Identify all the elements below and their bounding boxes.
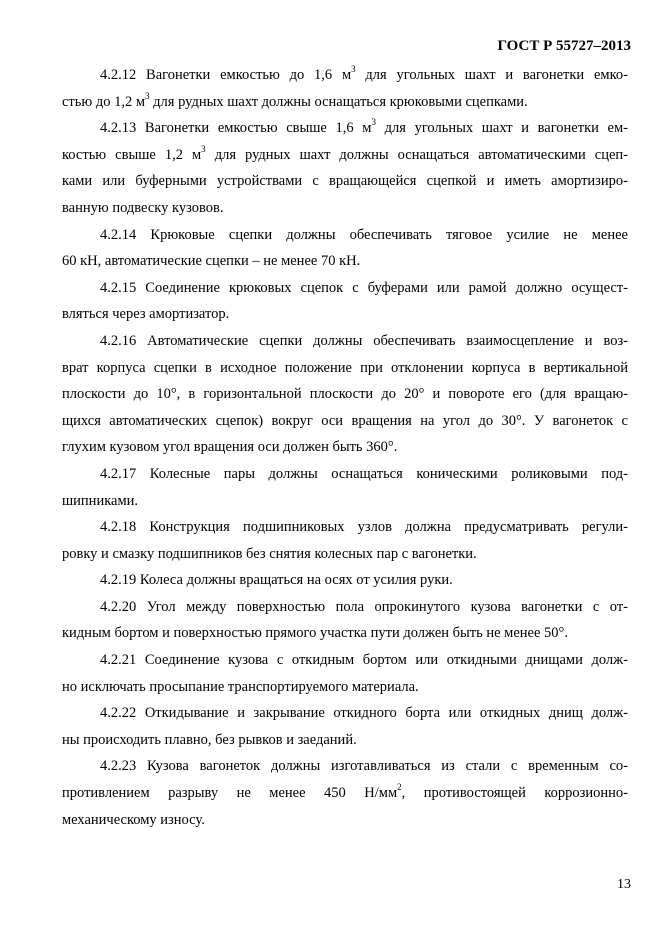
text-segment: плоскости до 10°, в горизонтальной плоскости до 20° и повороте его (для вращаю- — [62, 386, 628, 403]
text-segment: противлением разрыву не менее 450 Н/мм — [62, 785, 398, 802]
text-segment: 4.2.16 Автоматические сцепки должны обеспечивать взаимосцепление и воз- — [100, 332, 628, 349]
text-line — [62, 195, 628, 222]
text-line — [62, 301, 628, 328]
text-segment: костью свыше 1,2 м — [62, 146, 202, 163]
page-number: 13 — [617, 877, 631, 892]
text-line — [62, 275, 628, 302]
text-segment: 4.2.21 Соединение кузова с откидным бортом или откидными днищами долж- — [100, 652, 628, 669]
text-line — [62, 142, 628, 169]
text-line — [62, 594, 628, 621]
text-segment: для рудных шахт должны оснащаться крюковыми сцепками. — [149, 93, 528, 110]
text-segment: , противостоящей коррозионно- — [401, 785, 628, 802]
text-line — [62, 381, 628, 408]
superscript: 3 — [201, 143, 206, 154]
text-line — [62, 488, 628, 515]
text-line — [62, 461, 628, 488]
text-segment: для угольных шахт и вагонетки ем- — [375, 120, 628, 137]
document-body — [62, 62, 628, 833]
text-segment: для угольных шахт и вагонетки емко- — [355, 67, 628, 83]
text-line — [62, 700, 628, 727]
text-line — [62, 434, 628, 461]
superscript: 3 — [351, 64, 356, 75]
paragraph-4-2-21 — [62, 647, 628, 700]
paragraph-4-2-20 — [62, 594, 628, 647]
paragraph-4-2-16 — [62, 328, 628, 461]
text-segment: 4.2.20 Угол между поверхностью пола опрокинутого кузова вагонетки с от- — [100, 598, 628, 615]
text-segment: ровку и смазку подшипников без снятия колесных пар с вагонетки. — [62, 545, 477, 562]
paragraph-4-2-17 — [62, 461, 628, 514]
text-segment: 4.2.12 Вагонетки емкостью до 1,6 м — [100, 67, 352, 83]
superscript: 3 — [145, 90, 150, 101]
text-line — [62, 780, 628, 807]
text-segment: 4.2.23 Кузова вагонеток должны изготавливаться из стали с временным со- — [100, 758, 628, 775]
text-line — [62, 541, 628, 568]
paragraph-4-2-19 — [62, 567, 628, 594]
paragraph-4-2-14 — [62, 222, 628, 275]
text-segment: механическому износу. — [62, 811, 205, 828]
document-code-header: ГОСТ Р 55727–2013 — [497, 38, 631, 54]
text-line — [62, 514, 628, 541]
text-segment: 4.2.17 Колесные пары должны оснащаться коническими роликовыми под- — [100, 465, 628, 482]
text-segment: 4.2.14 Крюковые сцепки должны обеспечивать тяговое усилие не менее — [100, 226, 628, 243]
text-segment: 4.2.13 Вагонетки емкостью свыше 1,6 м — [100, 120, 372, 137]
text-segment: ванную подвеску кузовов. — [62, 199, 224, 216]
text-segment: кидным бортом и поверхностью прямого участка пути должен быть не менее 50°. — [62, 625, 568, 642]
text-segment: врат корпуса сцепки в исходное положение при отклонении корпуса в вертикальной — [62, 359, 628, 376]
text-segment: но исключать просыпание транспортируемого материала. — [62, 678, 419, 695]
text-line — [62, 753, 628, 780]
text-line — [62, 328, 628, 355]
text-line — [62, 567, 628, 594]
text-segment: вляться через амортизатор. — [62, 306, 230, 323]
text-segment: 4.2.22 Откидывание и закрывание откидного борта или откидных днищ долж- — [100, 705, 628, 722]
text-line — [62, 727, 628, 754]
text-segment: ками или буферными устройствами с вращающейся сцепкой и иметь амортизиро- — [62, 173, 628, 190]
text-segment: шипниками. — [62, 492, 139, 509]
text-line — [62, 807, 628, 834]
superscript: 2 — [397, 782, 402, 793]
text-segment: 4.2.19 Колеса должны вращаться на осях от усилия руки. — [100, 572, 453, 589]
text-segment: для рудных шахт должны оснащаться автоматическими сцеп- — [205, 146, 628, 163]
text-line — [62, 222, 628, 249]
text-line — [62, 647, 628, 674]
text-segment: щихся автоматических сцепок) вокруг оси вращения на угол до 30°. У вагонеток с — [62, 412, 628, 429]
text-line — [62, 355, 628, 382]
text-line — [62, 408, 628, 435]
paragraph-4-2-15 — [62, 275, 628, 328]
text-segment: глухим кузовом угол вращения оси должен быть 360°. — [62, 439, 398, 456]
text-segment: 4.2.18 Конструкция подшипниковых узлов должна предусматривать регули- — [100, 519, 628, 536]
paragraph-4-2-12 — [62, 62, 628, 115]
paragraph-4-2-18 — [62, 514, 628, 567]
text-line — [62, 62, 628, 89]
paragraph-4-2-22 — [62, 700, 628, 753]
text-segment: 4.2.15 Соединение крюковых сцепок с буферами или рамой должно осущест- — [100, 279, 628, 296]
text-line — [62, 620, 628, 647]
paragraph-4-2-13 — [62, 115, 628, 221]
text-segment: 60 кН, автоматические сцепки – не менее 70 кН. — [62, 253, 361, 270]
text-segment: стью до 1,2 м — [62, 93, 146, 110]
text-line — [62, 115, 628, 142]
text-line — [62, 248, 628, 275]
text-segment: ны происходить плавно, без рывков и заеданий. — [62, 731, 357, 748]
text-line — [62, 89, 628, 116]
paragraph-4-2-23 — [62, 753, 628, 833]
text-line — [62, 168, 628, 195]
text-line — [62, 674, 628, 701]
superscript: 3 — [371, 117, 376, 128]
